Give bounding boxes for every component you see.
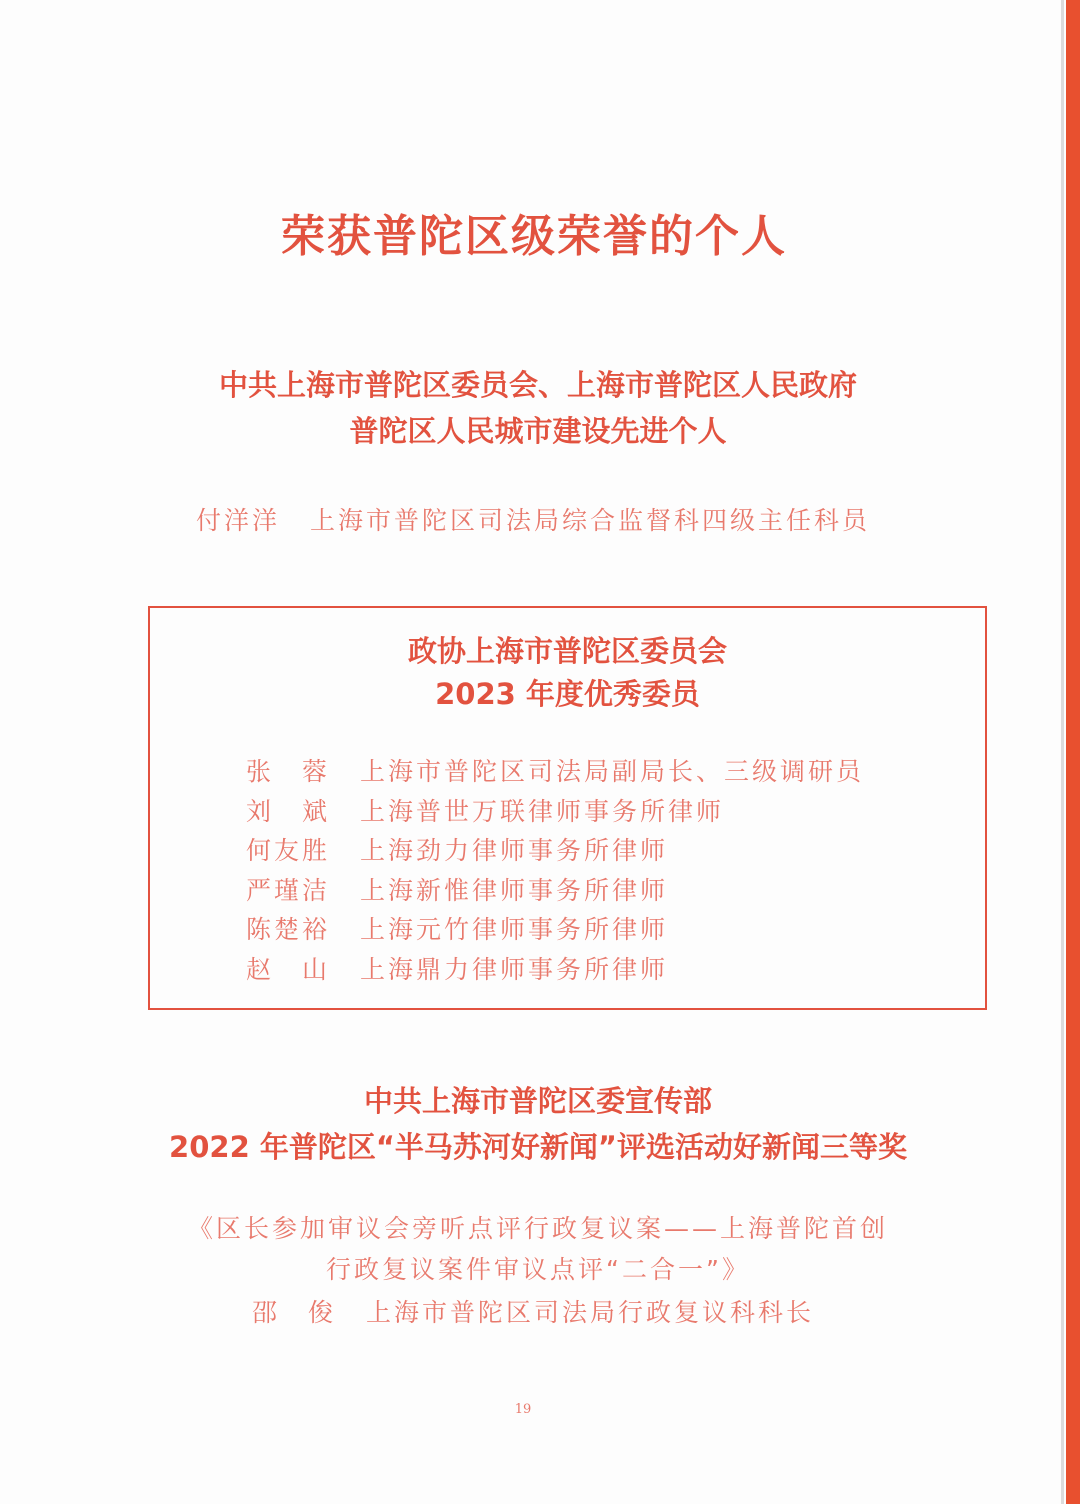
section1-heading-line1: 中共上海市普陀区委员会、上海市普陀区人民政府 [218,368,857,402]
section3-heading [0,1078,1076,1170]
list-item [246,910,864,950]
section3-heading-line1: 中共上海市普陀区委宣传部 [363,1084,712,1118]
list-item [246,752,864,792]
member-list [246,752,864,989]
section2-box [148,606,987,1010]
article-title-line2: 行政复议案件审议点评“二合一”》 [326,1255,750,1284]
member-position: 上海鼎力律师事务所律师 [360,954,669,984]
section3-person-position: 上海市普陀区司法局行政复议科科长 [366,1298,815,1327]
section3-heading-line2: 2022 年普陀区“半马苏河好新闻”评选活动好新闻三等奖 [169,1130,907,1164]
member-position: 上海劲力律师事务所律师 [360,836,669,865]
section1-heading-line2: 普陀区人民城市建设先进个人 [349,414,727,448]
list-item [246,792,864,832]
member-name: 何友胜 [246,836,331,865]
list-item [246,831,864,871]
section2-heading-line2: 2023 年度优秀委员 [435,677,700,711]
article-title [0,1208,1076,1290]
section1-heading [0,362,1076,454]
section1-person-name: 付洋洋 [196,506,281,535]
member-position: 上海市普陀区司法局副局长、三级调研员 [360,757,865,786]
section1-person-position: 上海市普陀区司法局综合监督科四级主任科员 [310,506,871,535]
section2-heading-line1: 政协上海市普陀区委员会 [407,634,727,668]
member-position: 上海元竹律师事务所律师 [360,915,669,944]
list-item [246,950,864,990]
member-name: 严瑾洁 [246,875,331,905]
member-name: 张 蓉 [246,757,331,786]
section3-person-row [252,1293,814,1329]
section3-person-name: 邵 俊 [252,1298,337,1327]
list-item [246,871,864,911]
member-position: 上海普世万联律师事务所律师 [360,796,725,826]
member-name: 陈楚裕 [246,915,331,944]
section1-person-row [196,501,870,537]
member-position: 上海新惟律师事务所律师 [360,875,669,905]
article-title-line1: 《区长参加审议会旁听点评行政复议案——上海普陀首创 [187,1214,888,1243]
member-name: 赵 山 [246,954,331,984]
section2-heading [150,630,985,716]
page-title: 荣获普陀区级荣誉的个人 [281,211,787,262]
page-number: 19 [514,1402,532,1417]
member-name: 刘 斌 [246,796,331,826]
